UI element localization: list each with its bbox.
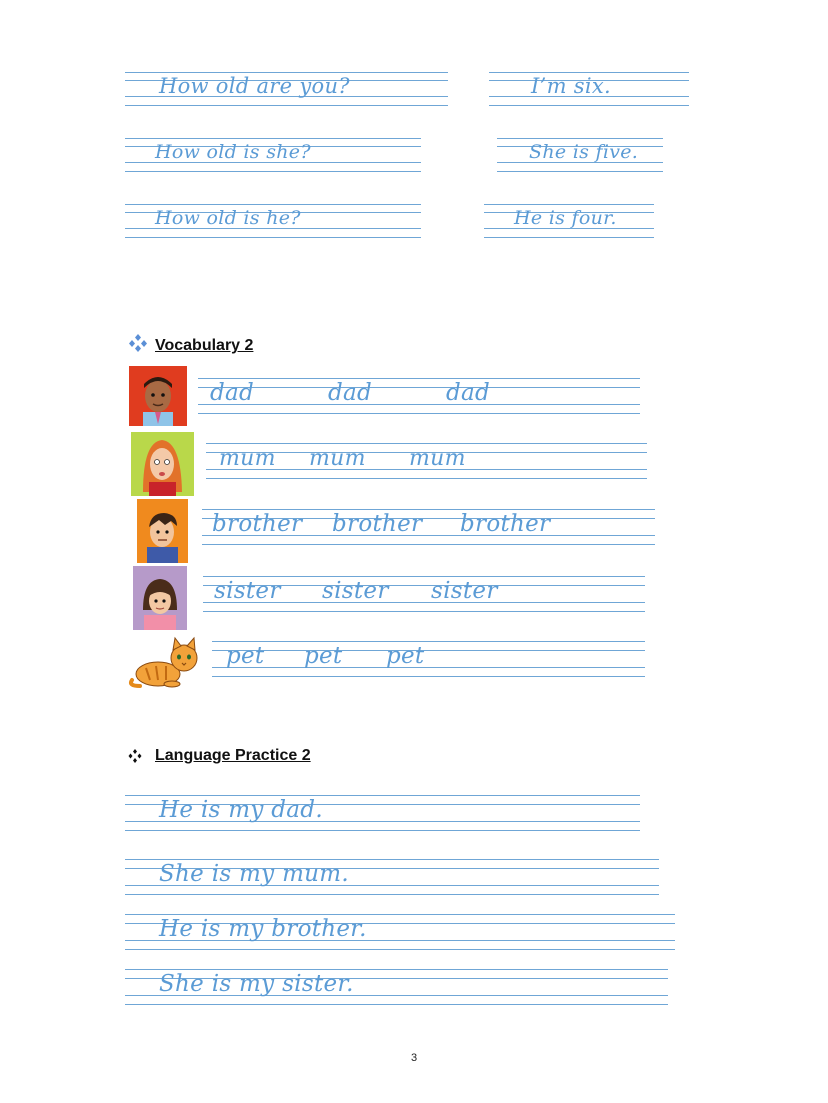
vocab-word: sister (322, 578, 389, 604)
vocab-word: pet (386, 643, 425, 669)
handwriting-lines (198, 378, 640, 414)
vocab-word: mum (409, 446, 466, 471)
dad-face-icon (129, 366, 187, 426)
question-text: How old are you? (159, 74, 350, 98)
vocabulary-heading: Vocabulary 2 (155, 337, 254, 354)
vocab-word: brother (332, 511, 423, 537)
mum-face-icon (131, 432, 194, 496)
handwriting-lines (125, 72, 448, 106)
diamond-bullet-icon (127, 748, 143, 764)
handwriting-lines (212, 641, 645, 677)
handwriting-lines (125, 795, 640, 831)
practice-sentence: He is my dad. (159, 797, 323, 823)
handwriting-lines (484, 204, 654, 238)
handwriting-lines (206, 443, 647, 479)
practice-sentence: She is my mum. (159, 861, 350, 887)
vocab-word: mum (309, 446, 366, 471)
handwriting-lines (489, 72, 689, 106)
answer-text: She is five. (529, 141, 639, 163)
handwriting-lines (203, 576, 645, 612)
handwriting-lines (125, 859, 659, 895)
vocab-word: dad (328, 380, 373, 406)
sister-face-icon (133, 566, 187, 630)
page-number: 3 (410, 1052, 418, 1064)
cat-icon (128, 636, 200, 688)
practice-sentence: She is my sister. (159, 971, 354, 997)
vocab-word: sister (214, 578, 281, 604)
handwriting-lines (125, 969, 668, 1005)
question-text: How old is he? (155, 207, 301, 229)
handwriting-lines (497, 138, 663, 172)
vocab-word: pet (226, 643, 265, 669)
answer-text: He is four. (514, 207, 617, 229)
language-practice-heading: Language Practice 2 (155, 747, 311, 764)
vocab-word: brother (212, 511, 303, 537)
vocab-word: pet (304, 643, 343, 669)
handwriting-lines (125, 138, 421, 172)
diamond-bullet-icon (127, 333, 149, 353)
handwriting-lines (202, 509, 655, 545)
handwriting-lines (125, 204, 421, 238)
handwriting-lines (125, 914, 675, 950)
vocab-word: mum (219, 446, 276, 471)
question-text: How old is she? (155, 141, 311, 163)
vocab-word: dad (446, 380, 491, 406)
vocab-word: sister (431, 578, 498, 604)
brother-face-icon (137, 499, 188, 563)
practice-sentence: He is my brother. (159, 916, 367, 942)
vocab-word: dad (210, 380, 255, 406)
vocab-word: brother (460, 511, 551, 537)
answer-text: I’m six. (531, 74, 611, 98)
